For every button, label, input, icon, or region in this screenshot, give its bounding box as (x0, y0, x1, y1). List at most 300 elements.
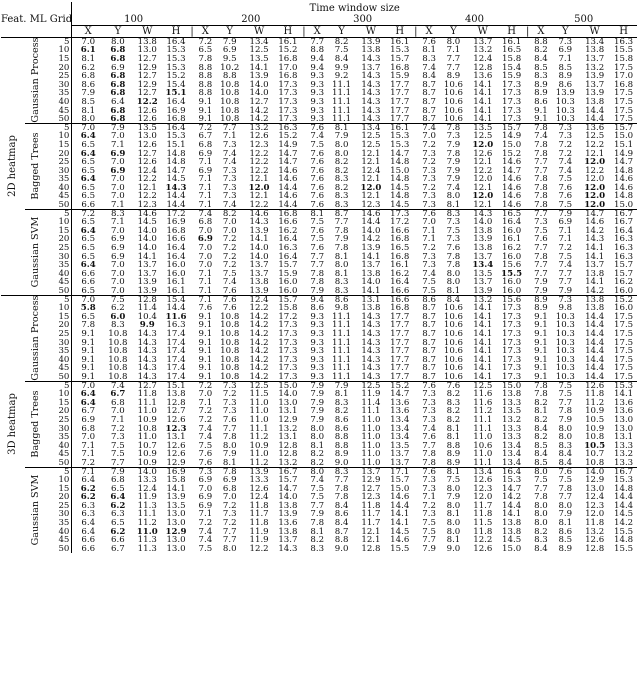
value-cell: 6.2 (111, 303, 125, 314)
time-window-label: Time window size (72, 2, 637, 14)
value-cell: 7.7 (534, 483, 548, 494)
value-cell: 14.1 (473, 96, 493, 107)
value-cell: 9.1 (198, 105, 213, 116)
value-cell: 7.8 (534, 251, 548, 262)
value-cell: 9.1 (72, 373, 104, 382)
value-cell: 13.4 (390, 414, 410, 425)
value-cell: 17.3 (278, 337, 298, 348)
grid-label: Grid (49, 14, 73, 25)
value-cell: 13.7 (473, 251, 493, 262)
value-cell: 8.1 (534, 406, 548, 417)
value-cell: 14.2 (249, 105, 269, 116)
value-cell: 12.6 (137, 139, 157, 150)
value-cell: 11.8 (361, 500, 381, 511)
value-cell: 12.0 (473, 174, 493, 185)
value-cell: 15.6 (498, 295, 525, 304)
value-cell: 6.5 (72, 141, 104, 150)
value-cell: 7.9 (334, 131, 349, 142)
value-cell: 16.0 (166, 260, 186, 271)
value-cell: 7.5 (310, 217, 325, 228)
value-cell: 11.2 (249, 457, 269, 468)
value-cell: 11.1 (332, 346, 352, 357)
value-cell: 11.0 (473, 449, 493, 460)
value-cell: 8.1 (310, 440, 325, 451)
value-cell: 7.6 (216, 295, 244, 304)
value-cell: 13.5 (473, 268, 493, 279)
value-cell: 6.7 (198, 131, 213, 142)
value-cell: 15.0 (502, 543, 522, 554)
value-cell: 12.1 (361, 157, 381, 168)
value-cell: 6.8 (222, 483, 237, 494)
value-cell: 14.0 (137, 243, 157, 254)
value-cell: 8.6 (334, 509, 349, 520)
value-cell: 14.0 (249, 251, 269, 262)
value-cell: 8.9 (534, 88, 548, 99)
value-cell: 7.7 (310, 251, 325, 262)
value-cell: 16.4 (278, 251, 298, 262)
value-cell: 14.3 (585, 234, 605, 245)
value-cell: 12.0 (472, 191, 494, 202)
value-cell: 8.9 (558, 71, 573, 82)
grid-size-cell: 35 (58, 88, 70, 99)
value-cell: 10.8 (220, 363, 240, 374)
value-cell: 13.9 (355, 38, 386, 47)
value-cell: 6.9 (110, 165, 126, 176)
value-cell: 10.8 (220, 320, 240, 331)
value-cell: 14.3 (361, 328, 381, 339)
value-cell: 6.8 (110, 79, 126, 90)
value-cell: 17.4 (166, 371, 186, 382)
table-row (1, 545, 637, 554)
value-cell: 8.1 (422, 45, 436, 56)
value-cell: 7.4 (419, 123, 440, 132)
value-cell: 8.3 (310, 543, 325, 554)
value-cell: 14.1 (585, 251, 605, 262)
value-cell: 14.3 (361, 371, 381, 382)
value-cell: 14.9 (614, 148, 634, 159)
value-cell: 7.6 (446, 243, 461, 254)
value-cell: 14.7 (390, 148, 410, 159)
value-cell: 16.6 (386, 295, 413, 304)
value-cell: 11.8 (249, 500, 269, 511)
value-cell: 10.9 (249, 440, 269, 451)
value-cell: 11.1 (332, 88, 352, 99)
value-cell: 7.2 (72, 209, 104, 218)
value-cell: 14.1 (390, 509, 410, 520)
value-cell: 7.7 (422, 440, 436, 451)
value-cell: 9.3 (310, 371, 325, 382)
value-cell: 14.1 (473, 320, 493, 331)
value-cell: 15.1 (166, 139, 186, 150)
value-cell: 17.7 (390, 354, 410, 365)
value-cell: 13.9 (278, 509, 298, 520)
value-cell: 5.8 (72, 304, 104, 313)
value-cell: 10.8 (108, 328, 128, 339)
value-cell: 14.6 (502, 191, 522, 202)
value-cell: 8.5 (534, 440, 548, 451)
value-cell: 8.0 (446, 500, 461, 511)
value-cell: 7.3 (222, 509, 237, 520)
value-cell: 15.7 (278, 475, 298, 486)
value-cell: 8.8 (198, 71, 213, 82)
value-cell: 13.4 (244, 38, 275, 47)
value-cell: 7.2 (222, 243, 237, 254)
value-cell: 7.3 (422, 260, 436, 271)
value-cell: 10.8 (220, 88, 240, 99)
value-cell: 8.1 (446, 285, 461, 296)
group-separator: | (302, 26, 306, 37)
value-cell: 10.8 (220, 337, 240, 348)
value-cell: 12.3 (249, 139, 269, 150)
value-cell: 7.5 (104, 295, 132, 304)
value-cell: 6.9 (558, 217, 573, 228)
value-cell: 9.1 (72, 338, 104, 347)
value-cell: 7.5 (198, 543, 213, 554)
value-cell: 8.2 (534, 414, 548, 425)
value-cell: 10.9 (585, 406, 605, 417)
value-cell: 8.3 (440, 209, 468, 218)
value-cell: 7.8 (446, 260, 461, 271)
value-cell: 15.2 (278, 45, 298, 56)
window-size-400: 400 (419, 14, 531, 26)
value-cell: 7.0 (111, 131, 125, 142)
value-cell: 14.4 (585, 328, 605, 339)
value-cell: 6.4 (111, 96, 125, 107)
value-cell: 6.2 (110, 500, 126, 511)
grid-size-cell: 20 (58, 320, 70, 331)
value-cell: 7.9 (558, 285, 573, 296)
value-cell: 7.6 (534, 234, 548, 245)
value-cell: 14.1 (473, 371, 493, 382)
value-cell: 9.1 (534, 363, 548, 374)
value-cell: 8.1 (446, 535, 461, 546)
value-cell: 16.8 (390, 303, 410, 314)
value-cell: 8.2 (446, 389, 461, 400)
value-cell: 7.4 (310, 131, 325, 142)
value-cell: 12.2 (585, 139, 605, 150)
value-cell: 13.2 (278, 423, 298, 434)
value-cell: 7.6 (310, 165, 325, 176)
value-cell: 15.0 (390, 483, 410, 494)
value-cell: 8.7 (422, 96, 436, 107)
value-cell: 7.0 (111, 191, 125, 202)
value-cell: 10.6 (443, 105, 464, 116)
value-cell: 14.8 (390, 191, 410, 202)
value-cell: 9.3 (310, 88, 325, 99)
value-cell: 9.3 (310, 320, 325, 331)
value-cell: 7.4 (198, 535, 213, 546)
value-cell: 15.3 (166, 62, 186, 73)
value-cell: 6.5 (72, 287, 104, 296)
value-cell: 17.7 (390, 88, 410, 99)
value-cell: 14.7 (390, 389, 410, 400)
value-cell: 7.9 (446, 492, 461, 503)
value-cell: 8.8 (334, 432, 349, 443)
value-cell: 16.0 (502, 251, 522, 262)
value-cell: 7.5 (422, 518, 436, 529)
value-cell: 16.4 (166, 243, 186, 254)
value-cell: 16.2 (614, 277, 634, 288)
value-cell: 8.3 (111, 320, 125, 331)
value-cell: 16.1 (390, 260, 410, 271)
value-cell: 12.6 (137, 105, 157, 116)
value-cell: 8.5 (558, 535, 573, 546)
value-cell: 8.0 (446, 483, 461, 494)
value-cell: 17.5 (614, 311, 634, 322)
value-cell: 8.1 (328, 123, 356, 132)
grid-size-cell: 30 (58, 79, 70, 90)
value-cell: 7.3 (422, 251, 436, 262)
value-cell: 15.0 (275, 381, 302, 390)
value-cell: 17.3 (502, 88, 522, 99)
value-cell: 12.1 (473, 157, 493, 168)
value-cell: 13.8 (249, 277, 269, 288)
grid-size-cell: 25 (58, 328, 70, 339)
value-cell: 7.6 (222, 285, 237, 296)
value-cell: 15.3 (166, 45, 186, 56)
value-cell: 11.8 (137, 389, 157, 400)
value-cell: 14.6 (244, 209, 275, 218)
value-cell: 12.7 (137, 71, 157, 82)
value-cell: 17.5 (614, 96, 634, 107)
value-cell: 9.8 (558, 303, 573, 314)
value-cell: 15.3 (614, 475, 634, 486)
value-cell: 10.6 (443, 363, 464, 374)
value-cell: 15.0 (390, 165, 410, 176)
value-cell: 12.9 (166, 457, 186, 468)
value-cell: 8.1 (446, 432, 461, 443)
value-cell: 14.0 (137, 234, 157, 245)
value-cell: 7.8 (446, 251, 461, 262)
value-cell: 7.1 (422, 492, 436, 503)
value-cell: 8.2 (534, 397, 548, 408)
value-cell: 8.0 (558, 432, 573, 443)
grid-size-cell: 15 (58, 397, 70, 408)
value-cell: 12.7 (137, 88, 157, 99)
value-cell: 13.8 (579, 295, 610, 304)
value-cell: 14.3 (361, 363, 381, 374)
grid-size-cell: 20 (58, 406, 70, 417)
value-cell: 8.0 (534, 509, 548, 520)
value-cell: 7.5 (446, 225, 461, 236)
value-cell: 8.0 (440, 38, 468, 47)
value-cell: 13.1 (614, 432, 634, 443)
value-cell: 14.3 (361, 337, 381, 348)
value-cell: 12.6 (585, 535, 605, 546)
value-cell: 11.1 (332, 328, 352, 339)
value-cell: 9.3 (310, 96, 325, 107)
value-cell: 6.9 (222, 45, 237, 56)
value-cell: 12.8 (132, 295, 163, 304)
value-cell: 17.2 (390, 217, 410, 228)
value-cell: 10.3 (555, 113, 575, 124)
value-cell: 16.0 (278, 285, 298, 296)
value-cell: 16.1 (166, 277, 186, 288)
value-cell: 7.5 (310, 492, 325, 503)
value-cell: 13.3 (614, 457, 634, 468)
value-cell: 17.3 (502, 303, 522, 314)
value-cell: 15.5 (501, 268, 523, 279)
value-cell: 16.0 (614, 285, 634, 296)
value-cell: 7.9 (216, 38, 244, 47)
value-cell: 13.6 (614, 406, 634, 417)
value-cell: 6.5 (72, 235, 104, 244)
value-cell: 7.5 (334, 45, 349, 56)
value-cell: 13.4 (390, 432, 410, 443)
value-cell: 12.1 (361, 535, 381, 546)
value-cell: 8.3 (104, 209, 132, 218)
value-cell: 15.1 (165, 88, 187, 99)
value-cell: 11.0 (136, 526, 158, 537)
value-cell: 13.9 (249, 71, 269, 82)
value-cell: 8.3 (334, 199, 349, 210)
value-cell: 14.7 (579, 209, 610, 218)
value-cell: 15.3 (166, 53, 186, 64)
value-cell: 6.5 (198, 45, 213, 56)
value-cell: 16.0 (502, 225, 522, 236)
grid-size-cell: 15 (58, 139, 70, 150)
value-cell: 11.1 (332, 354, 352, 365)
value-cell: 9.3 (310, 79, 325, 90)
value-cell: 11.6 (165, 311, 187, 322)
value-cell: 8.4 (534, 423, 548, 434)
value-cell: 16.4 (163, 38, 190, 47)
value-cell: 9.3 (310, 71, 325, 82)
value-cell: 15.7 (390, 475, 410, 486)
value-cell: 13.7 (278, 535, 298, 546)
value-cell: 12.7 (249, 96, 269, 107)
value-cell: 12.2 (249, 543, 269, 554)
value-cell: 8.5 (534, 62, 548, 73)
feature-group-label: 2D heatmap (1, 38, 25, 296)
value-cell: 7.9 (307, 381, 328, 390)
value-cell: 8.9 (446, 457, 461, 468)
value-cell: 7.8 (334, 225, 349, 236)
value-cell: 12.2 (137, 174, 157, 185)
value-cell: 7.2 (111, 423, 125, 434)
grid-size-cell: 5 (48, 467, 72, 476)
value-cell: 6.0 (110, 311, 126, 322)
value-cell: 7.6 (422, 432, 436, 443)
grid-size-cell: 45 (58, 277, 70, 288)
grid-size-cell: 25 (58, 157, 70, 168)
value-cell: 6.8 (110, 53, 126, 64)
value-cell: 12.1 (249, 174, 269, 185)
value-cell: 14.1 (249, 234, 269, 245)
value-cell: 8.9 (534, 303, 548, 314)
value-cell: 17.7 (390, 320, 410, 331)
value-cell: 13.2 (244, 123, 275, 132)
value-cell: 6.5 (72, 158, 104, 167)
value-cell: 7.7 (534, 165, 548, 176)
value-cell: 6.6 (72, 278, 104, 287)
value-cell: 7.0 (72, 381, 104, 390)
value-cell: 10.8 (220, 113, 240, 124)
value-cell: 8.4 (440, 295, 468, 304)
value-cell: 16.8 (390, 62, 410, 73)
value-cell: 8.6 (558, 526, 573, 537)
value-cell: 16.1 (386, 123, 413, 132)
value-cell: 11.9 (361, 389, 381, 400)
value-cell: 7.3 (216, 381, 244, 390)
value-cell: 14.4 (614, 500, 634, 511)
ml-group-label: Gaussian SVM (25, 467, 47, 553)
value-cell: 14.8 (390, 174, 410, 185)
value-cell: 17.5 (614, 105, 634, 116)
value-cell: 17.5 (614, 320, 634, 331)
grid-size-cell: 5 (48, 209, 72, 218)
value-cell: 13.0 (166, 509, 186, 520)
value-cell: 8.7 (334, 526, 349, 537)
value-cell: 8.0 (72, 115, 104, 124)
value-cell: 11.0 (473, 432, 493, 443)
value-cell: 13.5 (132, 123, 163, 132)
value-cell: 14.1 (614, 389, 634, 400)
value-cell: 16.6 (278, 217, 298, 228)
value-cell: 6.4 (72, 476, 104, 485)
grid-size-cell: 50 (58, 285, 70, 296)
ml-group-label: Gaussian Process (25, 295, 47, 381)
value-cell: 13.2 (467, 295, 498, 304)
value-cell: 14.3 (137, 354, 157, 365)
value-cell: 11.6 (473, 397, 493, 408)
value-cell: 10.3 (555, 371, 575, 382)
value-cell: 8.3 (446, 397, 461, 408)
value-cell: 7.8 (334, 492, 349, 503)
value-cell: 9.1 (198, 371, 213, 382)
value-cell: 8.2 (334, 157, 349, 168)
value-cell: 17.3 (502, 363, 522, 374)
value-cell: 7.5 (558, 389, 573, 400)
value-cell: 14.4 (585, 354, 605, 365)
value-cell: 8.0 (104, 38, 132, 47)
value-cell: 7.6 (310, 174, 325, 185)
value-cell: 10.8 (137, 423, 157, 434)
value-cell: 8.7 (422, 371, 436, 382)
value-cell: 16.4 (163, 123, 190, 132)
value-cell: 13.0 (614, 423, 634, 434)
value-cell: 8.0 (558, 500, 573, 511)
value-cell: 7.9 (446, 165, 461, 176)
value-cell: 14.6 (278, 174, 298, 185)
value-cell: 7.3 (422, 199, 436, 210)
value-cell: 10.7 (137, 440, 157, 451)
value-cell: 17.5 (614, 337, 634, 348)
value-cell: 12.9 (361, 475, 381, 486)
grid-size-cell: 35 (58, 174, 70, 185)
value-cell: 14.3 (249, 217, 269, 228)
value-cell: 12.4 (585, 492, 605, 503)
value-cell: 7.7 (558, 277, 573, 288)
value-cell: 7.9 (310, 509, 325, 520)
value-cell: 17.3 (278, 105, 298, 116)
value-cell: 14.6 (502, 199, 522, 210)
value-cell: 10.3 (555, 363, 575, 374)
value-cell: 15.1 (614, 139, 634, 150)
value-cell: 7.9 (558, 509, 573, 520)
value-cell: 14.1 (473, 354, 493, 365)
grid-size-cell: 25 (58, 71, 70, 82)
value-cell: 11.9 (137, 492, 157, 503)
value-cell: 8.7 (422, 363, 436, 374)
value-cell: 7.0 (111, 260, 125, 271)
value-cell: 16.3 (166, 320, 186, 331)
value-cell: 16.0 (278, 277, 298, 288)
value-cell: 7.1 (558, 53, 573, 64)
value-cell: 7.6 (307, 123, 328, 132)
value-cell: 6.8 (110, 105, 126, 116)
value-cell: 12.0 (473, 492, 493, 503)
